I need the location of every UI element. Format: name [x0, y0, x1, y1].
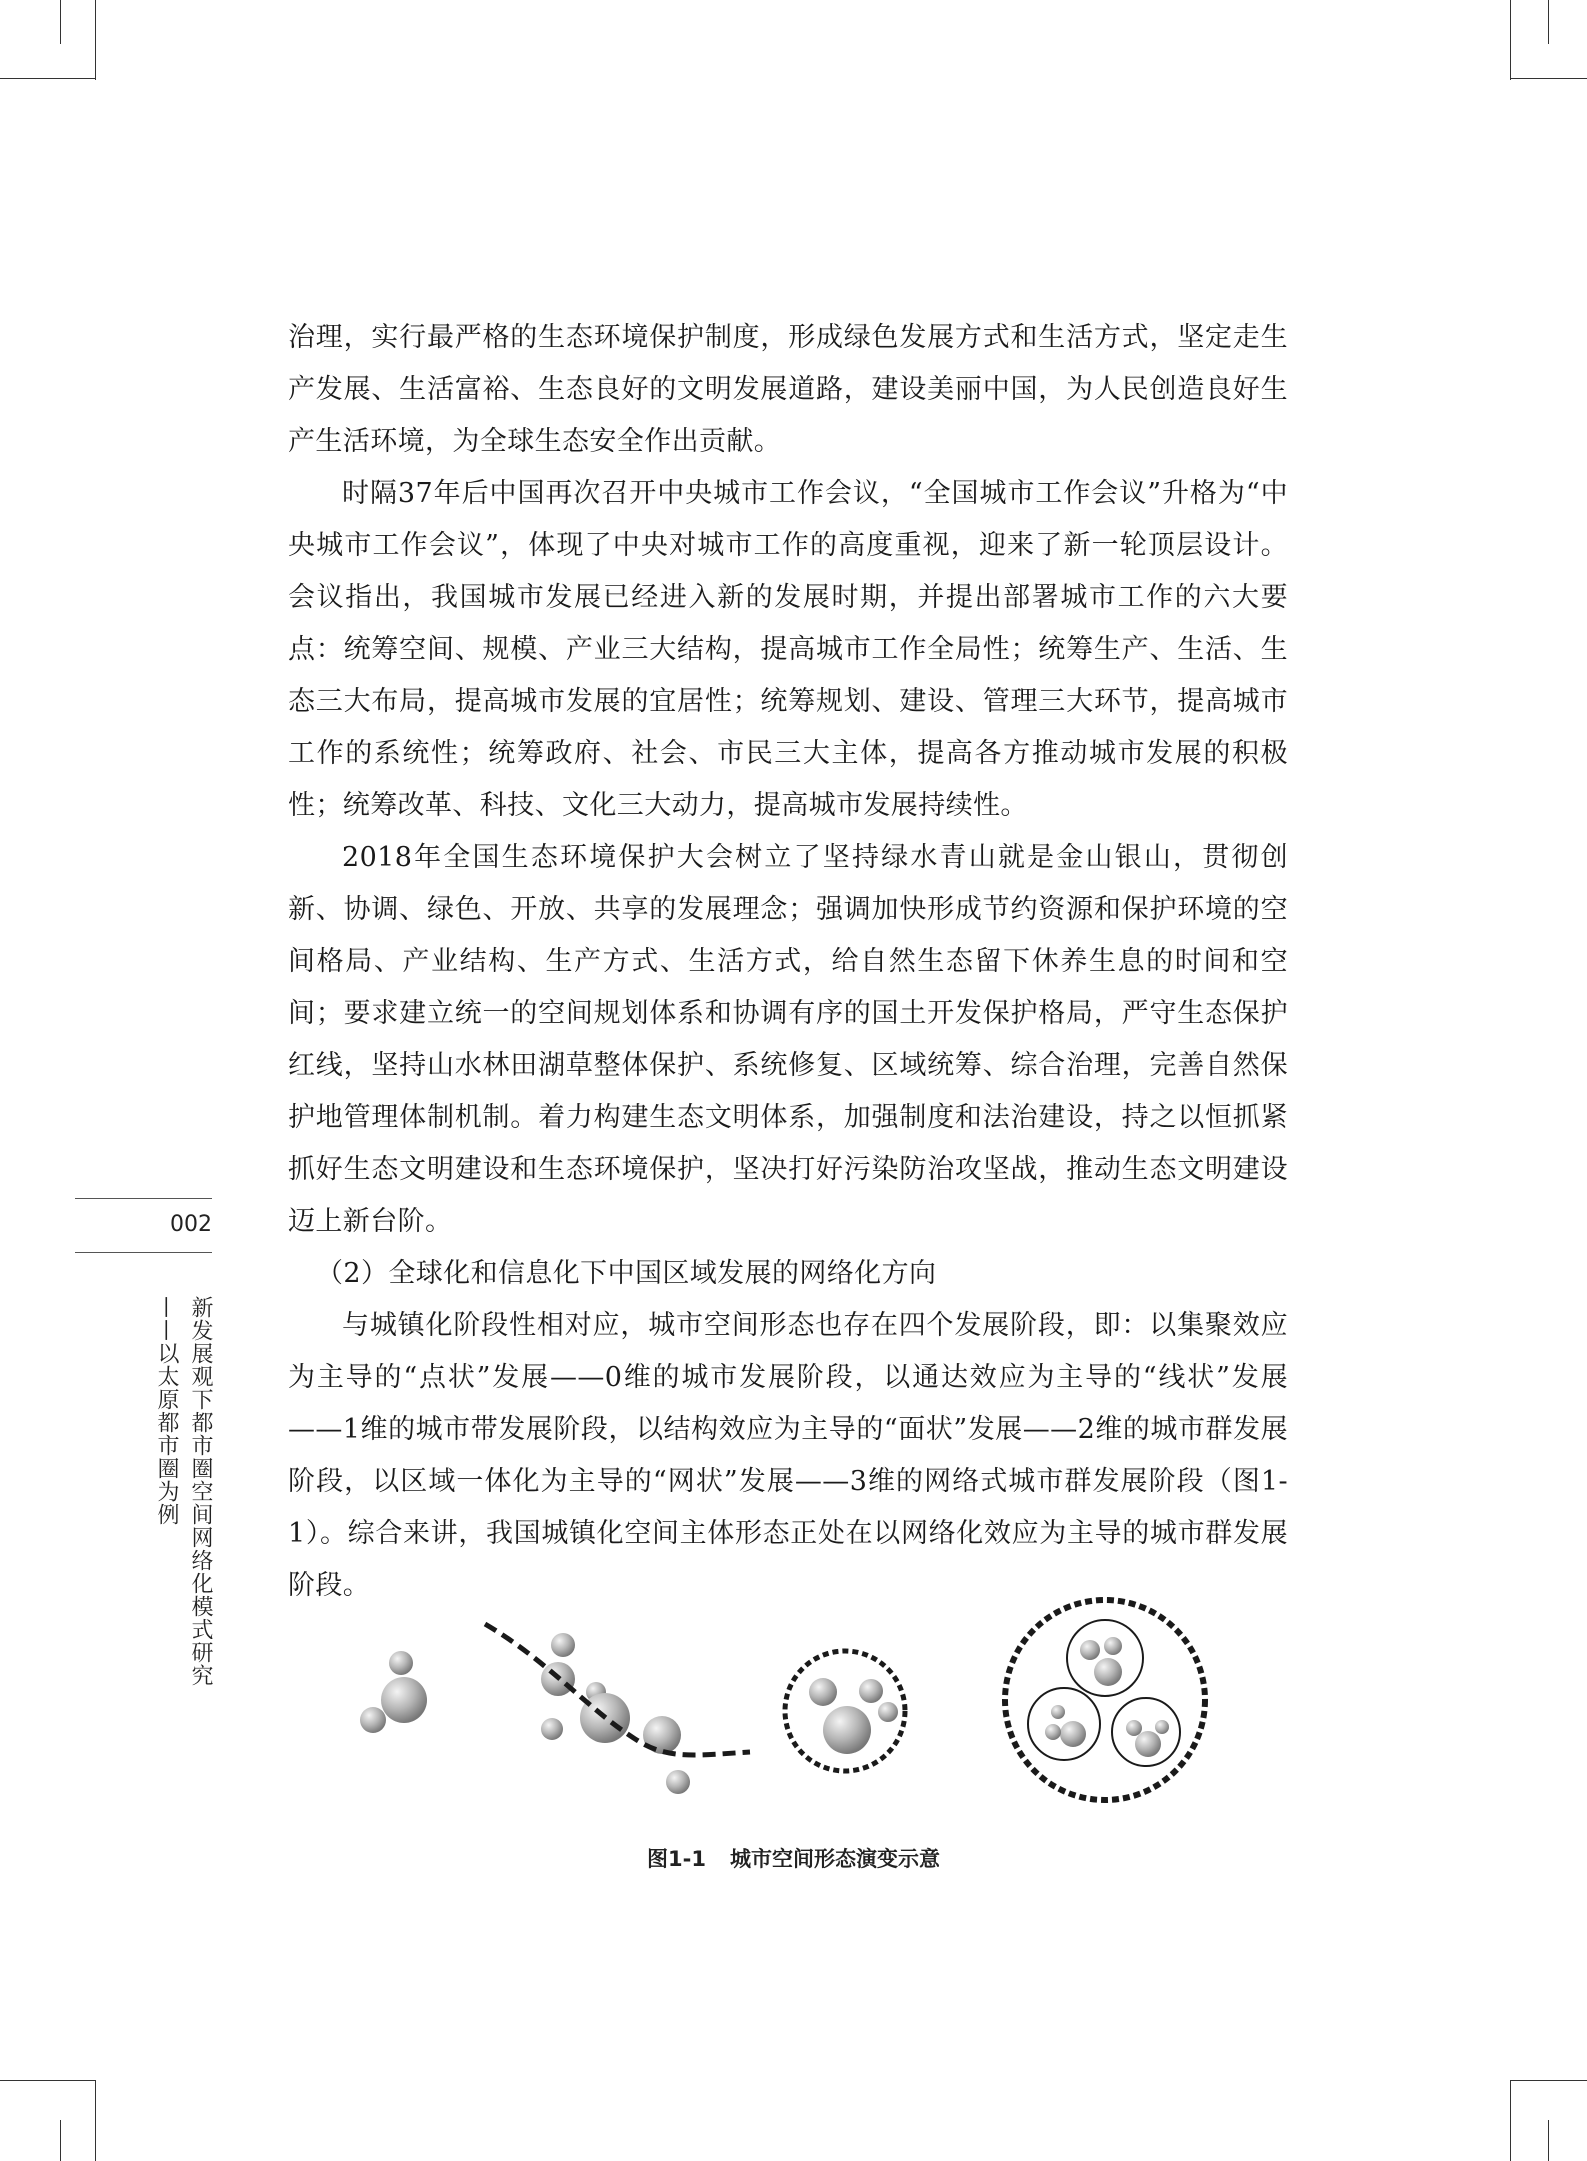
crop-mark-top-right-h — [1510, 78, 1587, 79]
crop-mark-bottom-right-h — [1510, 2080, 1587, 2081]
figure-caption — [0, 1843, 1587, 1873]
paragraph-4: 与城镇化阶段性相对应，城市空间形态也存在四个发展阶段，即：以集聚效应为主导的“点状”发展——0维的城市发展阶段，以通达效应为主导的“线状”发展——1维的城市带发展阶段，以结构效应为主导的“面状”发展——2维的城市群发展阶段，以区域一体化为主导的“网状”发展——3维的网络式城市群发展阶段（图1-1）。综合来讲，我国城镇化空间主体形态正处在以网络化效应为主导的城市群发展阶段。 — [288, 1310, 1288, 1601]
crop-mark-top-left-h — [0, 78, 95, 79]
paragraph-2: 时隔37年后中国再次召开中央城市工作会议，“全国城市工作会议”升格为“中央城市工作会议”，体现了中央对城市工作的高度重视，迎来了新一轮顶层设计。会议指出，我国城市发展已经进入新的发展时期，并提出部署城市工作的六大要点：统筹空间、规模、产业三大结构，提高城市工作全局性；统筹生产、生活、生态三大布局，提高城市发展的宜居性；统筹规划、建设、管理三大环节，提高城市工作的系统性；统筹政府、社会、市民三大主体，提高各方推动城市发展的积极性；统筹改革、科技、文化三大动力，提高城市发展持续性。 — [288, 478, 1288, 821]
paragraph-3: 2018年全国生态环境保护大会树立了坚持绿水青山就是金山银山，贯彻创新、协调、绿色、开放、共享的发展理念；强调加快形成节约资源和保护环境的空间格局、产业结构、生产方式、生活方式，给自然生态留下休养生息的时间和空间；要求建立统一的空间规划体系和协调有序的国土开发保护格局，严守生态保护红线，坚持山水林田湖草整体保护、系统修复、区域统筹、综合治理，完善自然保护地管理体制机制。着力构建生态文明体系，加强制度和法治建设，持之以恒抓紧抓好生态文明建设和生态环境保护，坚决打好污染防治攻坚战，推动生态文明建设迈上新台阶。 — [288, 842, 1288, 1237]
crop-mark-bottom-left-h — [0, 2080, 95, 2081]
crop-mark-top-right-v — [1510, 0, 1511, 80]
paragraph-1: 治理，实行最严格的生态环境保护制度，形成绿色发展方式和生活方式，坚定走生产发展、生活富裕、生态良好的文明发展道路，建设美丽中国，为人民创造良好生产生活环境，为全球生态安全作出贡献。 — [288, 322, 1288, 457]
body-text — [288, 312, 1288, 1612]
crop-mark-top-left-v — [95, 0, 96, 80]
line-stage-diagram — [485, 1624, 750, 1794]
network-stage-diagram — [1005, 1600, 1205, 1800]
crop-mark-top-left-v2 — [60, 0, 61, 44]
crop-mark-top-right-v2 — [1548, 0, 1549, 44]
urban-form-evolution-figure — [340, 1592, 1240, 1812]
figure-label: 图1-1 — [647, 1847, 706, 1871]
crop-mark-bottom-left-v2 — [60, 2120, 61, 2161]
area-stage-diagram — [785, 1651, 905, 1771]
running-title-sub: ——以太原都市圈为例 — [154, 1296, 179, 1526]
page-number: 002 — [170, 1212, 212, 1237]
section-heading: （2）全球化和信息化下中国区域发展的网络化方向 — [316, 1258, 937, 1289]
figure-title: 城市空间形态演变示意 — [729, 1847, 940, 1871]
point-stage-diagram — [360, 1651, 427, 1733]
crop-mark-bottom-right-v2 — [1548, 2120, 1549, 2161]
page-number-rule-top — [75, 1198, 212, 1199]
running-title-main: 新发展观下都市圈空间网络化模式研究 — [188, 1296, 213, 1687]
crop-mark-bottom-left-v — [95, 2080, 96, 2161]
page-number-rule-bottom — [75, 1252, 212, 1253]
crop-mark-bottom-right-v — [1510, 2080, 1511, 2161]
